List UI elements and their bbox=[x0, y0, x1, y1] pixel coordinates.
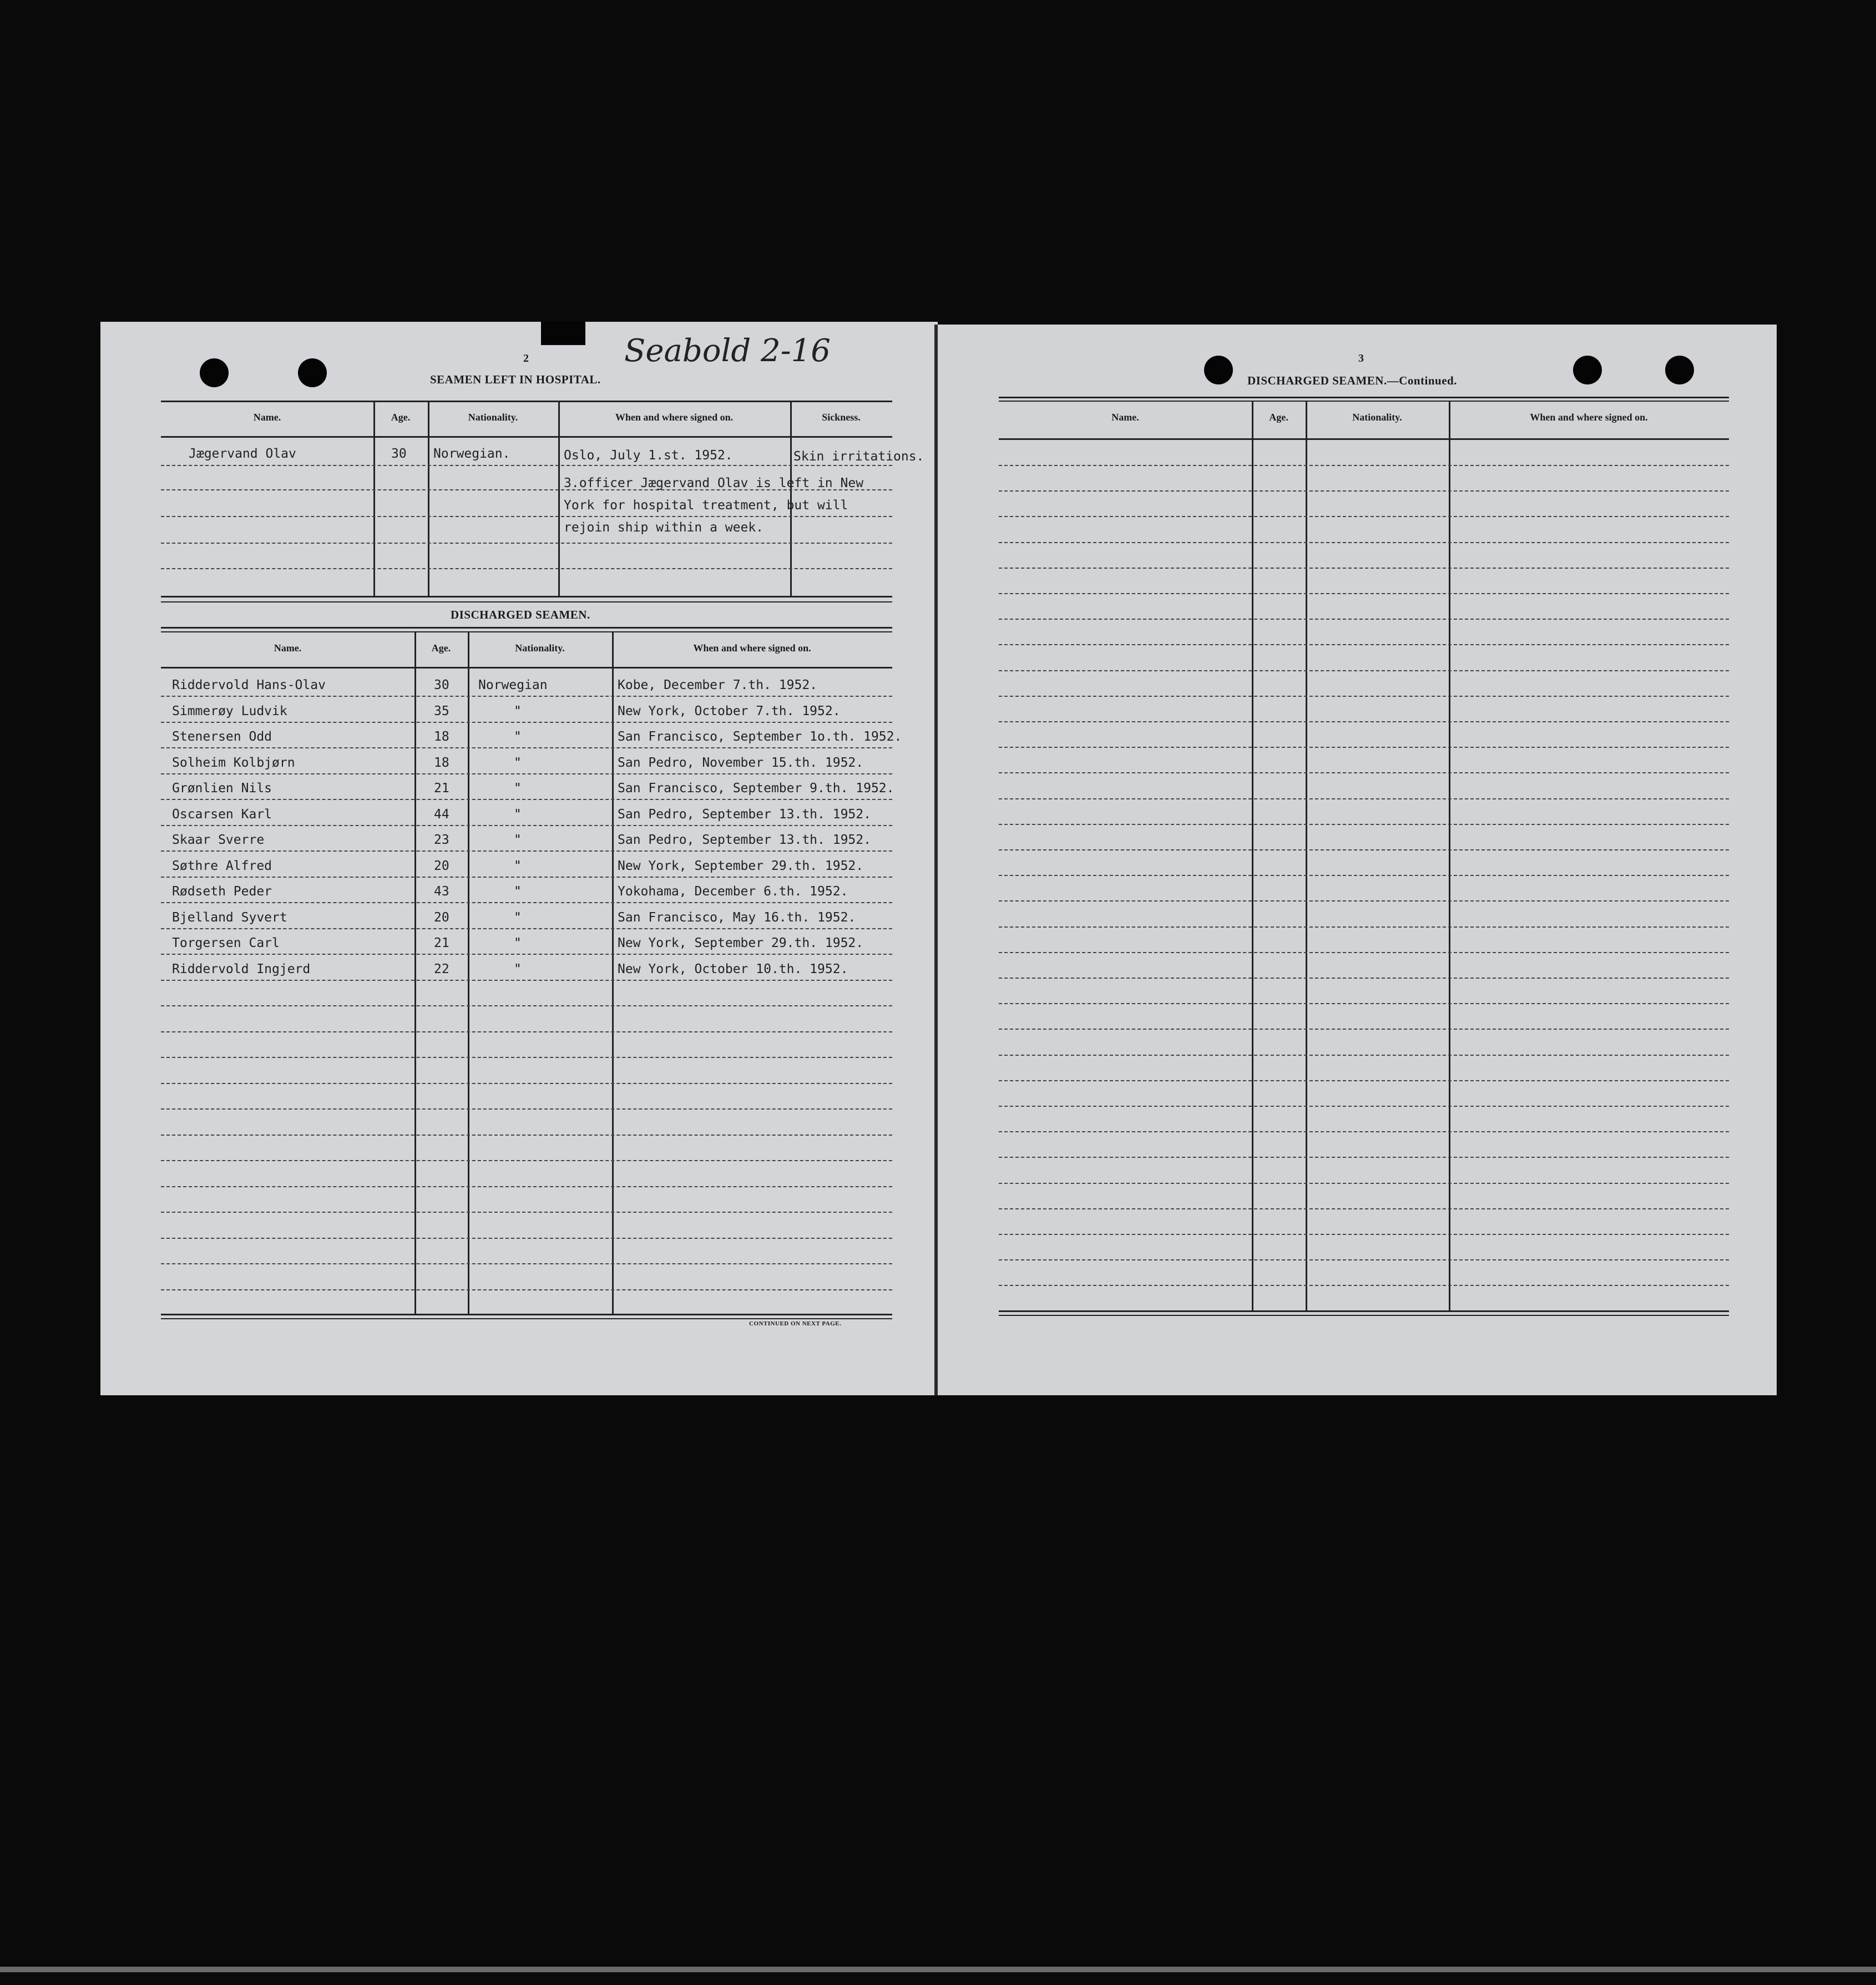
seaman-nationality: " bbox=[514, 962, 522, 976]
seaman-signed-on: San Pedro, November 15.th. 1952. bbox=[618, 756, 864, 770]
hospital-section-title: SEAMEN LEFT IN HOSPITAL. bbox=[430, 373, 601, 386]
seaman-age: 35 bbox=[434, 704, 449, 718]
ruled-line bbox=[999, 593, 1729, 594]
handwritten-annotation: Seabold 2-16 bbox=[624, 333, 831, 369]
hospital-remark-line: York for hospital treatment, but will bbox=[564, 498, 848, 513]
right-col-divider bbox=[1252, 401, 1253, 1310]
ruled-line bbox=[999, 542, 1729, 543]
seaman-name: Bjelland Syvert bbox=[172, 910, 287, 925]
page-number-right: 3 bbox=[1358, 352, 1364, 364]
ruled-line bbox=[999, 978, 1729, 979]
ruled-line bbox=[999, 1003, 1729, 1004]
ruled-line bbox=[161, 1083, 892, 1084]
hospital-table-bottom-rule-2 bbox=[161, 601, 892, 602]
hospital-remark-line: rejoin ship within a week. bbox=[564, 520, 764, 535]
right-table-top-rule-2 bbox=[999, 401, 1729, 402]
right-header-signed-on: When and where signed on. bbox=[1530, 412, 1648, 423]
ruled-line bbox=[999, 772, 1729, 773]
ruled-line bbox=[999, 798, 1729, 799]
ruled-line bbox=[999, 490, 1729, 492]
discharged-header-age: Age. bbox=[431, 642, 451, 654]
hospital-header-nationality: Nationality. bbox=[468, 412, 518, 423]
discharged-table-header-rule bbox=[161, 667, 892, 669]
seaman-signed-on: San Francisco, May 16.th. 1952. bbox=[618, 910, 856, 925]
ruled-line bbox=[999, 1080, 1729, 1081]
seaman-signed-on: San Pedro, September 13.th. 1952. bbox=[618, 833, 871, 847]
discharged-header-nationality: Nationality. bbox=[515, 642, 565, 654]
hospital-table-bottom-rule bbox=[161, 596, 892, 597]
seaman-age: 21 bbox=[434, 936, 449, 950]
ruled-line bbox=[999, 1285, 1729, 1286]
ruled-line bbox=[161, 1057, 892, 1058]
seaman-name: Oscarsen Karl bbox=[172, 807, 272, 822]
seaman-age: 23 bbox=[434, 833, 449, 847]
right-table-header-rule bbox=[999, 438, 1729, 440]
ruled-line bbox=[999, 824, 1729, 825]
hospital-header-sickness: Sickness. bbox=[822, 412, 861, 423]
ruled-line bbox=[999, 900, 1729, 902]
ruled-line bbox=[161, 1005, 892, 1006]
seaman-nationality: " bbox=[514, 859, 522, 873]
seaman-nationality: " bbox=[514, 756, 522, 770]
hospital-table-top-rule bbox=[161, 401, 892, 402]
ruled-line bbox=[999, 1106, 1729, 1107]
seaman-nationality: " bbox=[514, 781, 522, 796]
continued-note: CONTINUED ON NEXT PAGE. bbox=[749, 1320, 842, 1327]
discharged-table-top-rule bbox=[161, 627, 892, 629]
page-number-left: 2 bbox=[523, 352, 529, 364]
ruled-line bbox=[161, 747, 892, 748]
ruled-line bbox=[999, 849, 1729, 850]
punch-hole-right-2 bbox=[1573, 356, 1602, 384]
ruled-line bbox=[161, 877, 892, 878]
seaman-age: 20 bbox=[434, 910, 449, 925]
ruled-line bbox=[999, 644, 1729, 645]
right-header-age: Age. bbox=[1269, 412, 1288, 423]
discharged-table-bottom bbox=[161, 1314, 892, 1315]
discharged-table-top-rule-2 bbox=[161, 631, 892, 632]
discharged-table-bottom-2 bbox=[161, 1318, 892, 1319]
seaman-age: 22 bbox=[434, 962, 449, 976]
ruled-line bbox=[161, 1186, 892, 1187]
hospital-header-name: Name. bbox=[253, 412, 281, 423]
ruled-line bbox=[161, 1108, 892, 1110]
seaman-signed-on: San Francisco, September 9.th. 1952. bbox=[618, 781, 894, 796]
ruled-line bbox=[161, 980, 892, 981]
seaman-signed-on: New York, October 7.th. 1952. bbox=[618, 704, 841, 718]
discharged-continued-title: DISCHARGED SEAMEN.—Continued. bbox=[1247, 374, 1457, 387]
hospital-col-divider bbox=[373, 401, 375, 596]
right-header-name: Name. bbox=[1111, 412, 1139, 423]
ruled-line bbox=[161, 954, 892, 955]
seaman-nationality: " bbox=[514, 833, 522, 847]
seaman-name: Søthre Alfred bbox=[172, 859, 272, 873]
ruled-line bbox=[999, 1183, 1729, 1184]
ruled-line bbox=[161, 568, 892, 569]
ruled-line bbox=[161, 465, 892, 466]
ruled-line bbox=[161, 902, 892, 903]
ruled-line bbox=[999, 1029, 1729, 1030]
scan-edge-strip bbox=[0, 1967, 1876, 1972]
hospital-remark-line: 3.officer Jægervand Olav is left in New bbox=[564, 476, 864, 490]
ruled-line bbox=[161, 1031, 892, 1032]
seaman-age: 21 bbox=[434, 781, 449, 796]
hospital-seaman-nationality: Norwegian. bbox=[433, 447, 510, 461]
seaman-name: Solheim Kolbjørn bbox=[172, 756, 295, 770]
discharged-section-title: DISCHARGED SEAMEN. bbox=[451, 608, 590, 621]
hospital-header-age: Age. bbox=[391, 412, 411, 423]
right-col-divider bbox=[1449, 401, 1450, 1310]
seaman-age: 18 bbox=[434, 756, 449, 770]
ruled-line bbox=[999, 1131, 1729, 1132]
ruled-line bbox=[999, 952, 1729, 953]
seaman-nationality: " bbox=[514, 704, 522, 718]
hospital-col-divider bbox=[428, 401, 429, 596]
ruled-line bbox=[999, 568, 1729, 569]
seaman-name: Stenersen Odd bbox=[172, 730, 272, 744]
seaman-nationality: " bbox=[514, 936, 522, 950]
hospital-table-header-rule bbox=[161, 436, 892, 438]
seaman-signed-on: Yokohama, December 6.th. 1952. bbox=[618, 884, 848, 899]
ruled-line bbox=[999, 1259, 1729, 1260]
torn-corner-blot bbox=[541, 322, 585, 345]
seaman-nationality: " bbox=[514, 910, 522, 925]
hospital-header-signed-on: When and where signed on. bbox=[615, 412, 734, 423]
seaman-signed-on: New York, October 10.th. 1952. bbox=[618, 962, 848, 976]
seaman-name: Torgersen Carl bbox=[172, 936, 280, 950]
seaman-age: 44 bbox=[434, 807, 449, 822]
ruled-line bbox=[161, 1263, 892, 1264]
ruled-line bbox=[161, 543, 892, 544]
ruled-line bbox=[161, 799, 892, 800]
page-fold bbox=[934, 325, 938, 1395]
ruled-line bbox=[161, 1289, 892, 1290]
ruled-line bbox=[999, 1234, 1729, 1235]
discharged-header-name: Name. bbox=[274, 642, 302, 654]
ruled-line bbox=[161, 928, 892, 929]
right-table-bottom bbox=[999, 1310, 1729, 1312]
seaman-nationality: " bbox=[514, 807, 522, 822]
hospital-seaman-age: 30 bbox=[391, 447, 407, 461]
ruled-line bbox=[999, 926, 1729, 928]
hospital-seaman-signed-on: Oslo, July 1.st. 1952. bbox=[564, 448, 733, 463]
ruled-line bbox=[999, 875, 1729, 876]
hospital-seaman-sickness: Skin irritations. bbox=[793, 449, 924, 464]
ruled-line bbox=[999, 516, 1729, 517]
seaman-age: 43 bbox=[434, 884, 449, 899]
hospital-col-divider bbox=[558, 401, 560, 596]
ruled-line bbox=[999, 619, 1729, 620]
seaman-signed-on: San Pedro, September 13.th. 1952. bbox=[618, 807, 871, 822]
seaman-name: Riddervold Hans-Olav bbox=[172, 678, 326, 692]
right-table-bottom-2 bbox=[999, 1315, 1729, 1316]
ruled-line bbox=[999, 747, 1729, 748]
seaman-age: 30 bbox=[434, 678, 449, 692]
ruled-line bbox=[161, 850, 892, 852]
seaman-nationality: " bbox=[514, 730, 522, 744]
discharged-header-signed-on: When and where signed on. bbox=[693, 642, 811, 654]
ruled-line bbox=[999, 1055, 1729, 1056]
ruled-line bbox=[161, 1135, 892, 1136]
ruled-line bbox=[161, 1238, 892, 1239]
right-header-nationality: Nationality. bbox=[1352, 412, 1402, 423]
seaman-age: 18 bbox=[434, 730, 449, 744]
seaman-signed-on: New York, September 29.th. 1952. bbox=[618, 859, 864, 873]
seaman-name: Grønlien Nils bbox=[172, 781, 272, 796]
ruled-line bbox=[161, 773, 892, 774]
ruled-line bbox=[999, 1208, 1729, 1209]
seaman-signed-on: San Francisco, September 1o.th. 1952. bbox=[618, 730, 902, 744]
ruled-line bbox=[999, 465, 1729, 466]
ruled-line bbox=[999, 670, 1729, 671]
seaman-nationality: Norwegian bbox=[478, 678, 548, 692]
seaman-name: Simmerøy Ludvik bbox=[172, 704, 287, 718]
ruled-line bbox=[999, 696, 1729, 697]
seaman-signed-on: Kobe, December 7.th. 1952. bbox=[618, 678, 818, 692]
punch-hole-left-2 bbox=[298, 358, 327, 387]
seaman-signed-on: New York, September 29.th. 1952. bbox=[618, 936, 864, 950]
seaman-name: Riddervold Ingjerd bbox=[172, 962, 311, 976]
ruled-line bbox=[161, 1212, 892, 1213]
ruled-line bbox=[161, 825, 892, 826]
ruled-line bbox=[999, 721, 1729, 722]
hospital-seaman-name: Jægervand Olav bbox=[189, 447, 296, 461]
ruled-line bbox=[161, 696, 892, 697]
ruled-line bbox=[161, 516, 892, 517]
punch-hole-right-1 bbox=[1204, 356, 1233, 384]
seaman-nationality: " bbox=[514, 884, 522, 899]
ruled-line bbox=[161, 722, 892, 723]
seaman-name: Rødseth Peder bbox=[172, 884, 272, 899]
right-table-top-rule bbox=[999, 397, 1729, 398]
ruled-line bbox=[161, 1160, 892, 1161]
seaman-age: 20 bbox=[434, 859, 449, 873]
right-col-divider bbox=[1306, 401, 1307, 1310]
punch-hole-left-1 bbox=[200, 358, 229, 387]
punch-hole-right-3 bbox=[1665, 356, 1694, 384]
ruled-line bbox=[999, 1157, 1729, 1158]
seaman-name: Skaar Sverre bbox=[172, 833, 265, 847]
